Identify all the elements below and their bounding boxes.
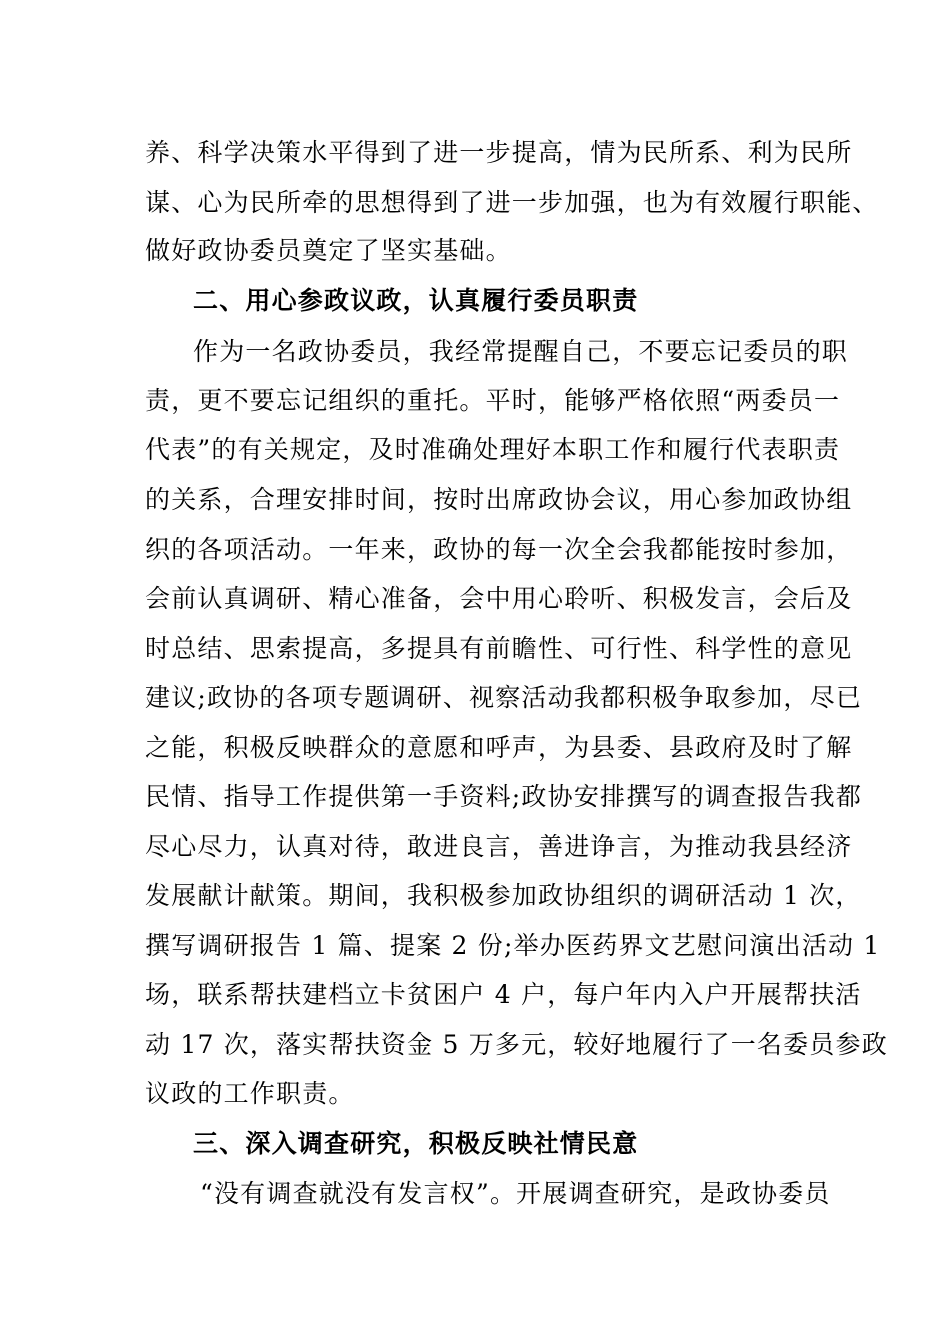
paragraph-line: 时总结、思索提高，多提具有前瞻性、可行性、科学性的意见 (145, 634, 853, 663)
section-heading-3: 三、深入调查研究，积极反映社情民意 (193, 1129, 639, 1158)
paragraph-line: 撰写调研报告 1 篇、提案 2 份;举办医药界文艺慰问演出活动 1 (145, 931, 881, 960)
paragraph-line: 建议;政协的各项专题调研、视察活动我都积极争取参加，尽已 (145, 683, 863, 712)
paragraph-line: 作为一名政协委员，我经常提醒自己，不要忘记委员的职 (193, 337, 849, 366)
paragraph-line: “没有调查就没有发言权”。开展调查研究，是政协委员 (200, 1179, 831, 1208)
paragraph-line: 代表”的有关规定，及时准确处理好本职工作和履行代表职责 (145, 435, 841, 464)
paragraph-line: 养、科学决策水平得到了进一步提高，情为民所系、利为民所 (145, 138, 853, 167)
paragraph-line: 议政的工作职责。 (145, 1079, 355, 1108)
section-heading-2: 二、用心参政议政，认真履行委员职责 (193, 286, 639, 315)
paragraph-line: 会前认真调研、精心准备，会中用心聆听、积极发言，会后及 (145, 584, 853, 613)
paragraph-line: 之能，积极反映群众的意愿和呼声，为县委、县政府及时了解 (145, 733, 853, 762)
paragraph-line: 民情、指导工作提供第一手资料;政协安排撰写的调查报告我都 (145, 782, 863, 811)
paragraph-line: 织的各项活动。一年来，政协的每一次全会我都能按时参加， (145, 535, 853, 564)
paragraph-line: 发展献计献策。期间，我积极参加政协组织的调研活动 1 次， (145, 881, 862, 910)
paragraph-line: 谋、心为民所牵的思想得到了进一步加强，也为有效履行职能、 (145, 188, 879, 217)
paragraph-line: 做好政协委员奠定了坚实基础。 (145, 236, 512, 265)
paragraph-line: 动 17 次，落实帮扶资金 5 万多元，较好地履行了一名委员参政 (145, 1030, 888, 1059)
paragraph-line: 场，联系帮扶建档立卡贫困户 4 户，每户年内入户开展帮扶活 (145, 980, 862, 1009)
paragraph-line: 责，更不要忘记组织的重托。平时，能够严格依照“两委员一 (145, 386, 841, 415)
paragraph-line: 尽心尽力，认真对待，敢进良言，善进诤言，为推动我县经济 (145, 832, 853, 861)
paragraph-line: 的关系，合理安排时间，按时出席政协会议，用心参加政协组 (145, 485, 853, 514)
